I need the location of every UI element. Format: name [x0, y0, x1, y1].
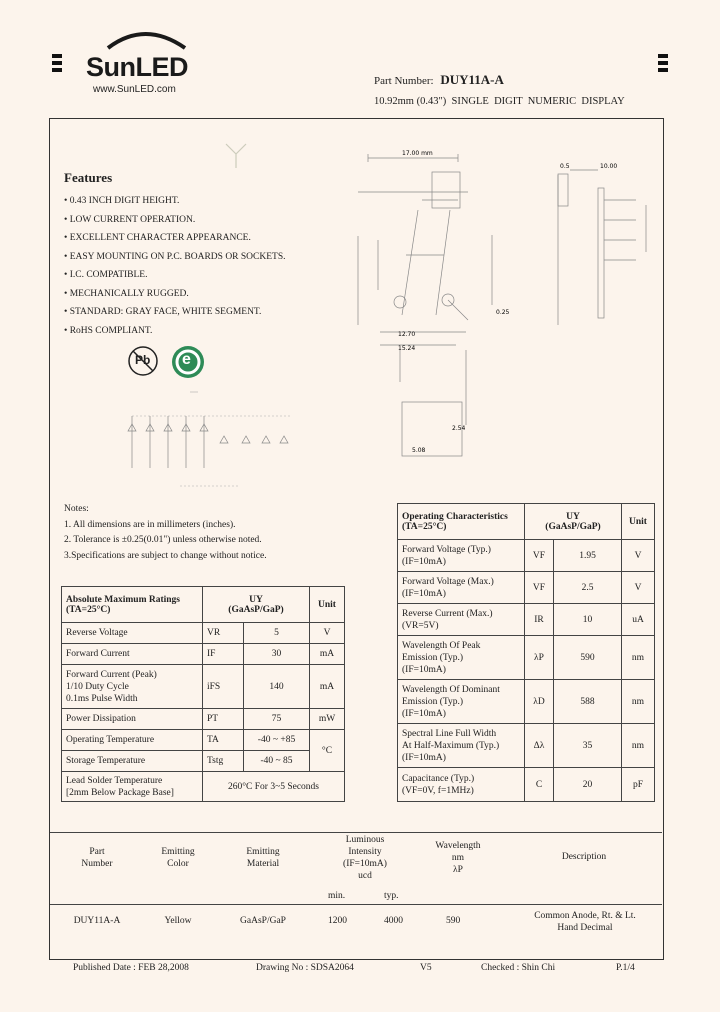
svg-text:10.00: 10.00 — [600, 163, 618, 170]
col-luminous-intensity: Luminous Intensity (IF=10mA) ucd — [343, 835, 387, 881]
col-wavelength: Wavelength nm λP — [435, 841, 481, 875]
features-title: Features — [64, 170, 113, 185]
op-char-header: Operating Characteristics (TA=25°C) — [398, 504, 525, 540]
row-description: Common Anode, Rt. & Lt. Hand Decimal — [534, 911, 636, 933]
pb-free-icon: Pb — [126, 344, 160, 382]
row-min-intensity: 1200 — [328, 916, 347, 926]
svg-text:12.70: 12.70 — [398, 331, 416, 338]
part-number-value: DUY11A-A — [440, 72, 504, 87]
drawing-number: Drawing No : SDSA2064 — [256, 963, 354, 973]
feature-item: • EASY MOUNTING ON P.C. BOARDS OR SOCKETS. — [64, 251, 286, 262]
logo-text: SunLED — [86, 52, 188, 82]
row-emitting-color: Yellow — [164, 916, 192, 926]
feature-item: • I.C. COMPATIBLE. — [64, 270, 148, 280]
features-list — [64, 192, 286, 340]
col-description: Description — [561, 852, 607, 862]
svg-text:15.24: 15.24 — [398, 345, 416, 352]
product-subtitle: 10.92mm (0.43") SINGLE DIGIT NUMERIC DISPLAY — [374, 96, 625, 107]
left-edge-mark — [52, 54, 62, 75]
circuit-diagram — [120, 380, 310, 504]
feature-item: • 0.43 INCH DIGIT HEIGHT. — [64, 196, 180, 206]
table-row: Wavelength Of Peak Emission (Typ.) (IF=10mA) λP 590 nm — [398, 636, 655, 680]
abs-max-unit-header: Unit — [310, 587, 345, 623]
version: V5 — [420, 963, 432, 973]
feature-item: • MECHANICALLY RUGGED. — [64, 288, 189, 299]
absolute-max-ratings-table — [61, 586, 345, 802]
table-row: Forward Current (Peak) 1/10 Duty Cycle 0.1ms Pulse Width iFS 140 mA — [62, 665, 345, 709]
row-emitting-material: GaAsP/GaP — [240, 916, 286, 926]
operating-characteristics-table — [397, 503, 655, 802]
watermark-icon — [222, 140, 250, 174]
feature-item: • LOW CURRENT OPERATION. — [64, 214, 196, 225]
table-row: Forward Voltage (Typ.) (IF=10mA) VF 1.95 V — [398, 540, 655, 572]
part-number-label: Part Number: — [374, 75, 434, 87]
note-item: 3.Specifications are subject to change without notice. — [64, 550, 267, 561]
notes-title: Notes: — [64, 504, 89, 514]
table-row: Lead Solder Temperature [2mm Below Package Base] 260°C For 3~5 Seconds — [62, 772, 345, 802]
svg-text:0.25: 0.25 — [496, 309, 510, 316]
checked-by: Checked : Shin Chi — [481, 963, 556, 973]
abs-max-uy-header: UY (GaAsP/GaP) — [203, 587, 310, 623]
table-row: Capacitance (Typ.) (VF=0V, f=1MHz) C 20 pF — [398, 768, 655, 802]
abs-max-header: Absolute Maximum Ratings (TA=25°C) — [62, 587, 203, 623]
table-row: Forward Voltage (Max.) (IF=10mA) VF 2.5 V — [398, 572, 655, 604]
row-wavelength: 590 — [446, 916, 461, 926]
feature-item: • RoHS COMPLIANT. — [64, 325, 153, 336]
col-part-number: Part Number — [81, 847, 113, 869]
table-row: Operating Temperature TA -40 ~ +85 °C — [62, 730, 345, 751]
table-row: Power Dissipation PT 75 mW — [62, 709, 345, 730]
svg-text:17.00 mm: 17.00 mm — [402, 150, 433, 157]
op-char-uy-header: UY (GaAsP/GaP) — [525, 504, 622, 540]
row-typ-intensity: 4000 — [384, 916, 403, 926]
note-item: 2. Tolerance is ±0.25(0.01") unless otherwise noted. — [64, 535, 262, 545]
part-number-row — [374, 72, 504, 88]
op-char-unit-header: Unit — [622, 504, 655, 540]
row-part-number: DUY11A-A — [73, 916, 121, 926]
note-item: 1. All dimensions are in millimeters (inches). — [64, 519, 236, 530]
divider — [50, 832, 662, 833]
col-min: min. — [328, 891, 346, 901]
col-emitting-material: Emitting Material — [246, 847, 280, 869]
table-row: Spectral Line Full Width At Half-Maximum (Typ.) (IF=10mA) Δλ 35 nm — [398, 724, 655, 768]
svg-text:0.5: 0.5 — [560, 163, 570, 170]
table-row: Reverse Current (Max.) (VR=5V) IR 10 uA — [398, 604, 655, 636]
feature-item: • EXCELLENT CHARACTER APPEARANCE. — [64, 233, 251, 243]
col-emitting-color: Emitting Color — [161, 847, 195, 869]
feature-item: • STANDARD: GRAY FACE, WHITE SEGMENT. — [64, 307, 262, 317]
dimension-drawing — [340, 140, 660, 474]
rohs-icon: e — [170, 344, 206, 384]
published-date: Published Date : FEB 28,2008 — [73, 963, 189, 973]
website-url[interactable]: www.SunLED.com — [93, 84, 176, 95]
table-row: Storage Temperature Tstg -40 ~ 85 — [62, 751, 345, 772]
col-typ: typ. — [384, 891, 399, 901]
svg-text:2.54: 2.54 — [452, 425, 466, 432]
table-row: Reverse Voltage VR 5 V — [62, 623, 345, 644]
svg-text:5.08: 5.08 — [412, 447, 426, 454]
table-row: Forward Current IF 30 mA — [62, 644, 345, 665]
notes — [64, 502, 267, 564]
divider — [50, 904, 662, 905]
table-row: Wavelength Of Dominant Emission (Typ.) (IF=10mA) λD 588 nm — [398, 680, 655, 724]
page-number: P.1/4 — [616, 963, 635, 973]
right-edge-mark — [658, 54, 668, 75]
